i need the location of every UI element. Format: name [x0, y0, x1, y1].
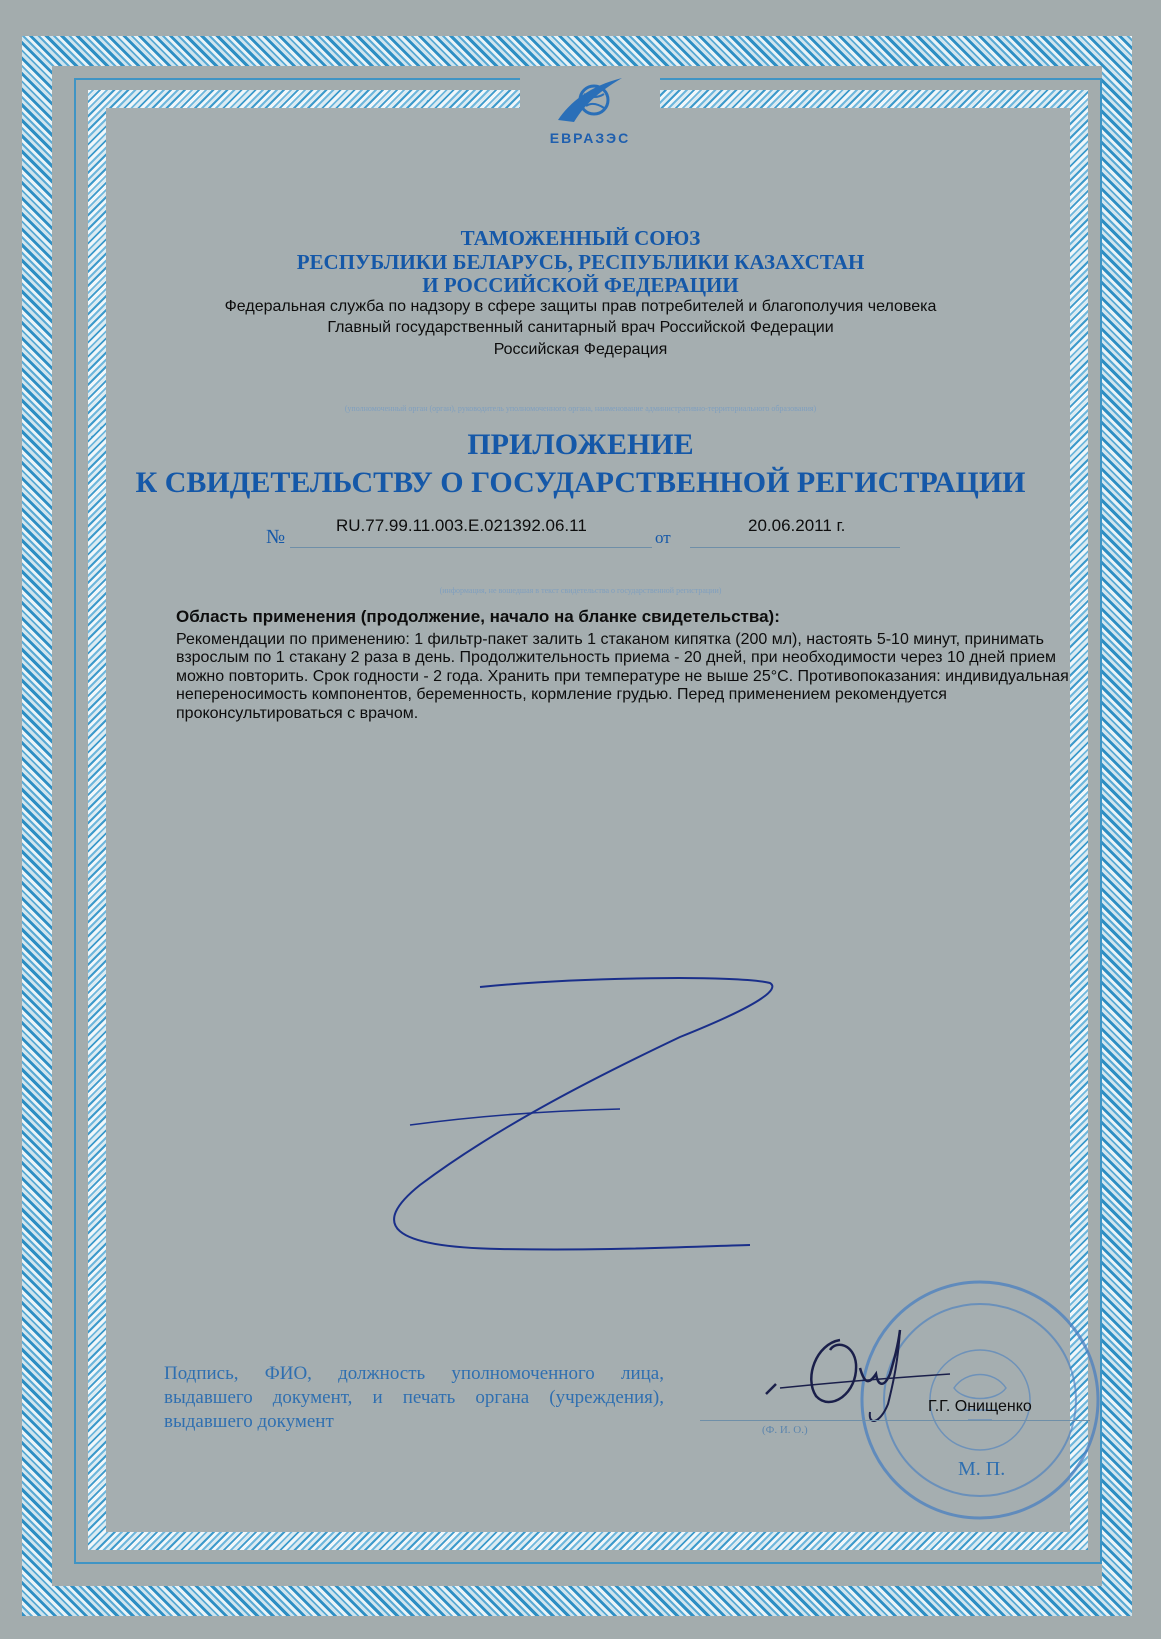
z-cancel-mark: [380, 975, 780, 1255]
signer-caption: (Ф. И. О.): [762, 1424, 808, 1436]
signature-caption: Подпись, ФИО, должность уполномоченного лица, выдавшего документ, и печать органа (учреждения), выдавшего документ: [164, 1363, 664, 1432]
registration-number: RU.77.99.11.003.E.021392.06.11: [336, 516, 587, 535]
signer-underline: [700, 1420, 1090, 1421]
logo-text: ЕВРАЗЭС: [549, 130, 631, 146]
document-subtitle: К СВИДЕТЕЛЬСТВУ О ГОСУДАРСТВЕННОЙ РЕГИСТРАЦИИ: [135, 466, 1026, 499]
registration-number-underline: [290, 547, 652, 548]
eurasec-logo: [520, 68, 660, 158]
signer-name: Г.Г. Онищенко: [928, 1398, 1032, 1415]
info-caption: (информация, не вошедшая в текст свидетельства о государственной регистрации): [439, 586, 722, 595]
registration-date: 20.06.2011 г.: [748, 516, 846, 535]
scope-heading: Область применения (продолжение, начало на бланке свидетельства):: [176, 607, 780, 626]
scope-text: Рекомендации по применению: 1 фильтр-пакет залить 1 стаканом кипятка (200 мл), настоять 5-10 минут, принимать взрослым по 1 стакану 2 раза в день. Продолжительность приема - 20 дней, при необходимости через 10 дней прием можно повторить. Срок годности - 2 года. Хранить при температуре не выше 25°С. Противопоказания: индивидуальная непереносимость компонентов, беременность, кормление грудью. Перед применением рекомендуется проконсультироваться с врачом.: [176, 631, 1069, 722]
stamp-mark: М. П.: [958, 1458, 1006, 1480]
authority-caption: (уполномоченный орган (орган), руководитель уполномоченного органа, наименование административно-территориального образования): [344, 404, 817, 413]
issuing-country: Российская Федерация: [493, 341, 668, 358]
registration-date-underline: [690, 547, 900, 548]
issuing-official: Главный государственный санитарный врач Российской Федерации: [327, 319, 834, 336]
registration-from-label: от: [655, 528, 671, 547]
union-title-line-3: И РОССИЙСКОЙ ФЕДЕРАЦИИ: [422, 273, 739, 297]
union-title-line-2: РЕСПУБЛИКИ БЕЛАРУСЬ, РЕСПУБЛИКИ КАЗАХСТАН: [296, 250, 865, 274]
union-title-line-1: ТАМОЖЕННЫЙ СОЮЗ: [460, 226, 701, 250]
registration-number-label: №: [266, 526, 286, 548]
issuing-agency: Федеральная служба по надзору в сфере защиты прав потребителей и благополучия человека: [224, 298, 937, 315]
eurasec-emblem-icon: [550, 72, 630, 128]
document-title: ПРИЛОЖЕНИЕ: [467, 428, 694, 461]
